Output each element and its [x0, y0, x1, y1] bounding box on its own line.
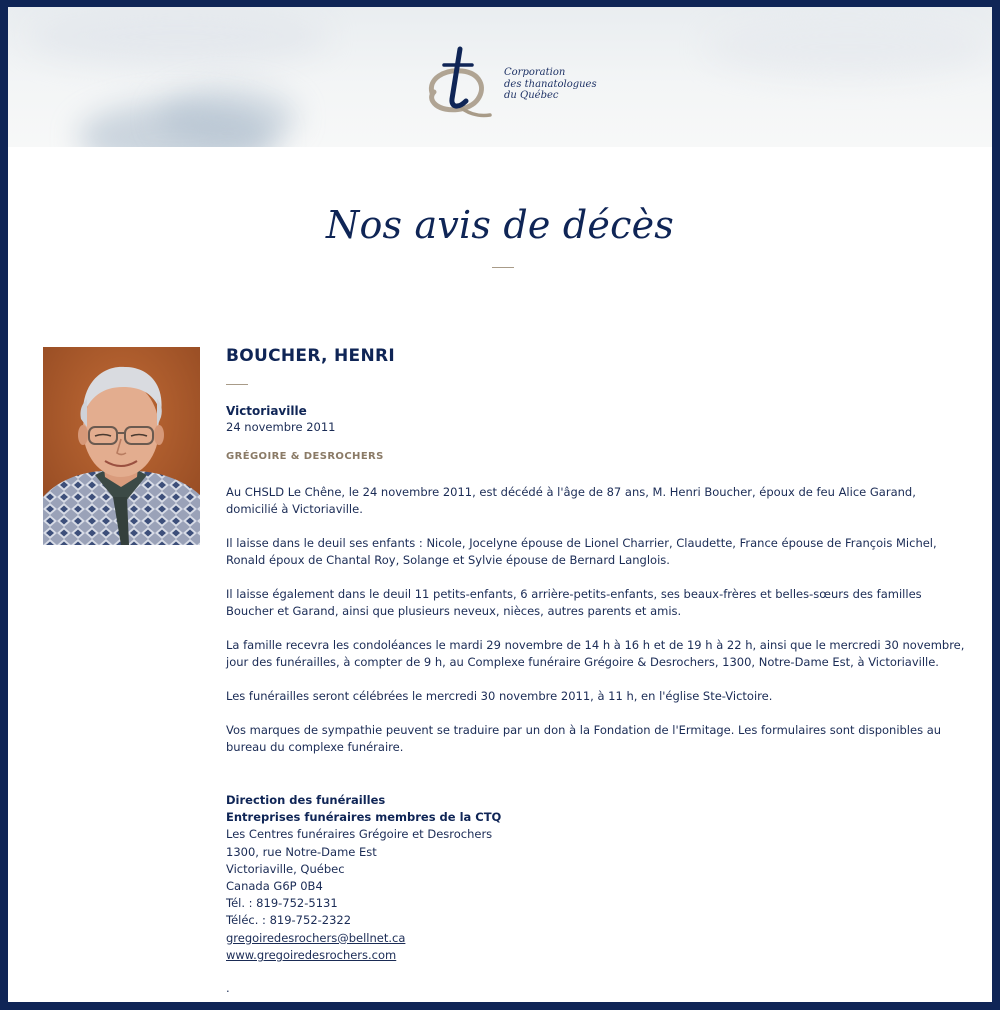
sky-cloud [158, 87, 298, 147]
obituary-date: 24 novembre 2011 [226, 420, 336, 434]
ctq-logo-text [504, 67, 597, 102]
contact-fax: Téléc. : 819-752-2322 [226, 913, 352, 928]
obituary-paragraph: Vos marques de sympathie peuvent se traduire par un don à la Fondation de l'Ermitage. Les formulaires sont disponibles au bureau du complexe funéraire. [226, 723, 942, 754]
sky-cloud [708, 17, 988, 77]
ctq-logo-mark-icon [422, 43, 494, 119]
obituary-paragraph: Il laisse dans le deuil ses enfants : Nicole, Jocelyne épouse de Lionel Charrier, Claudette, France épouse de François Michel, Ronald époux de Chantal Roy, Solange et Sylvie épouse de Bernard Langlois. [226, 536, 937, 567]
header-banner [8, 7, 992, 147]
deceased-photo [43, 347, 200, 545]
contact-address-line: Victoriaville, Québec [226, 861, 345, 876]
logo-line: des thanatologues [504, 78, 597, 90]
contact-address-line: Canada G6P 0B4 [226, 879, 323, 894]
contact-subheading: Entreprises funéraires membres de la CTQ [226, 810, 502, 825]
logo-line: du Québec [504, 90, 559, 101]
obituary-paragraph: Au CHSLD Le Chêne, le 24 novembre 2011, est décédé à l'âge de 87 ans, M. Henri Boucher, époux de feu Alice Garand, domicilié à Victoriaville. [226, 485, 916, 516]
sky-cloud [28, 7, 328, 67]
page-title: Nos avis de décès [326, 203, 674, 247]
obituary-paragraph: La famille recevra les condoléances le mardi 29 novembre de 14 h à 16 h et de 19 h à 22 h, ainsi que le mercredi 30 novembre, jour des funérailles, à compter de 9 h, au Complexe funéraire Grégoire & Desrochers, 1300, Notre-Dame Est, à Victoriaville. [226, 638, 965, 669]
funeral-company: GRÉGOIRE & DESROCHERS [226, 451, 384, 462]
obituary-paragraph: Il laisse également dans le deuil 11 petits-enfants, 6 arrière-petits-enfants, ses beaux-frères et belles-sœurs des familles Boucher et Garand, ainsi que plusieurs neveux, nièces, autres parents et amis. [226, 587, 922, 618]
portrait-image [43, 347, 200, 545]
obituary-content [226, 345, 966, 997]
contact-phone: Tél. : 819-752-5131 [226, 896, 338, 911]
contact-heading: Direction des funérailles [226, 793, 386, 807]
logo-line: Corporation [504, 67, 566, 78]
contact-address-line: 1300, rue Notre-Dame Est [226, 844, 377, 859]
trailing-period: . [226, 981, 230, 996]
contact-email-link[interactable]: gregoiredesrochers@bellnet.ca [226, 930, 406, 945]
obituary-paragraph: Les funérailles seront célébrées le mercredi 30 novembre 2011, à 11 h, en l'église Ste-Victoire. [226, 689, 773, 703]
obituary-city: Victoriaville [226, 404, 307, 418]
title-divider [492, 267, 514, 268]
ctq-logo[interactable] [422, 43, 602, 123]
contact-website-link[interactable]: www.gregoiredesrochers.com [226, 947, 397, 962]
name-divider [226, 384, 248, 385]
deceased-name: BOUCHER, HENRI [226, 346, 395, 366]
contact-business-name: Les Centres funéraires Grégoire et Desrochers [226, 827, 493, 842]
funeral-contact-block [226, 792, 966, 964]
